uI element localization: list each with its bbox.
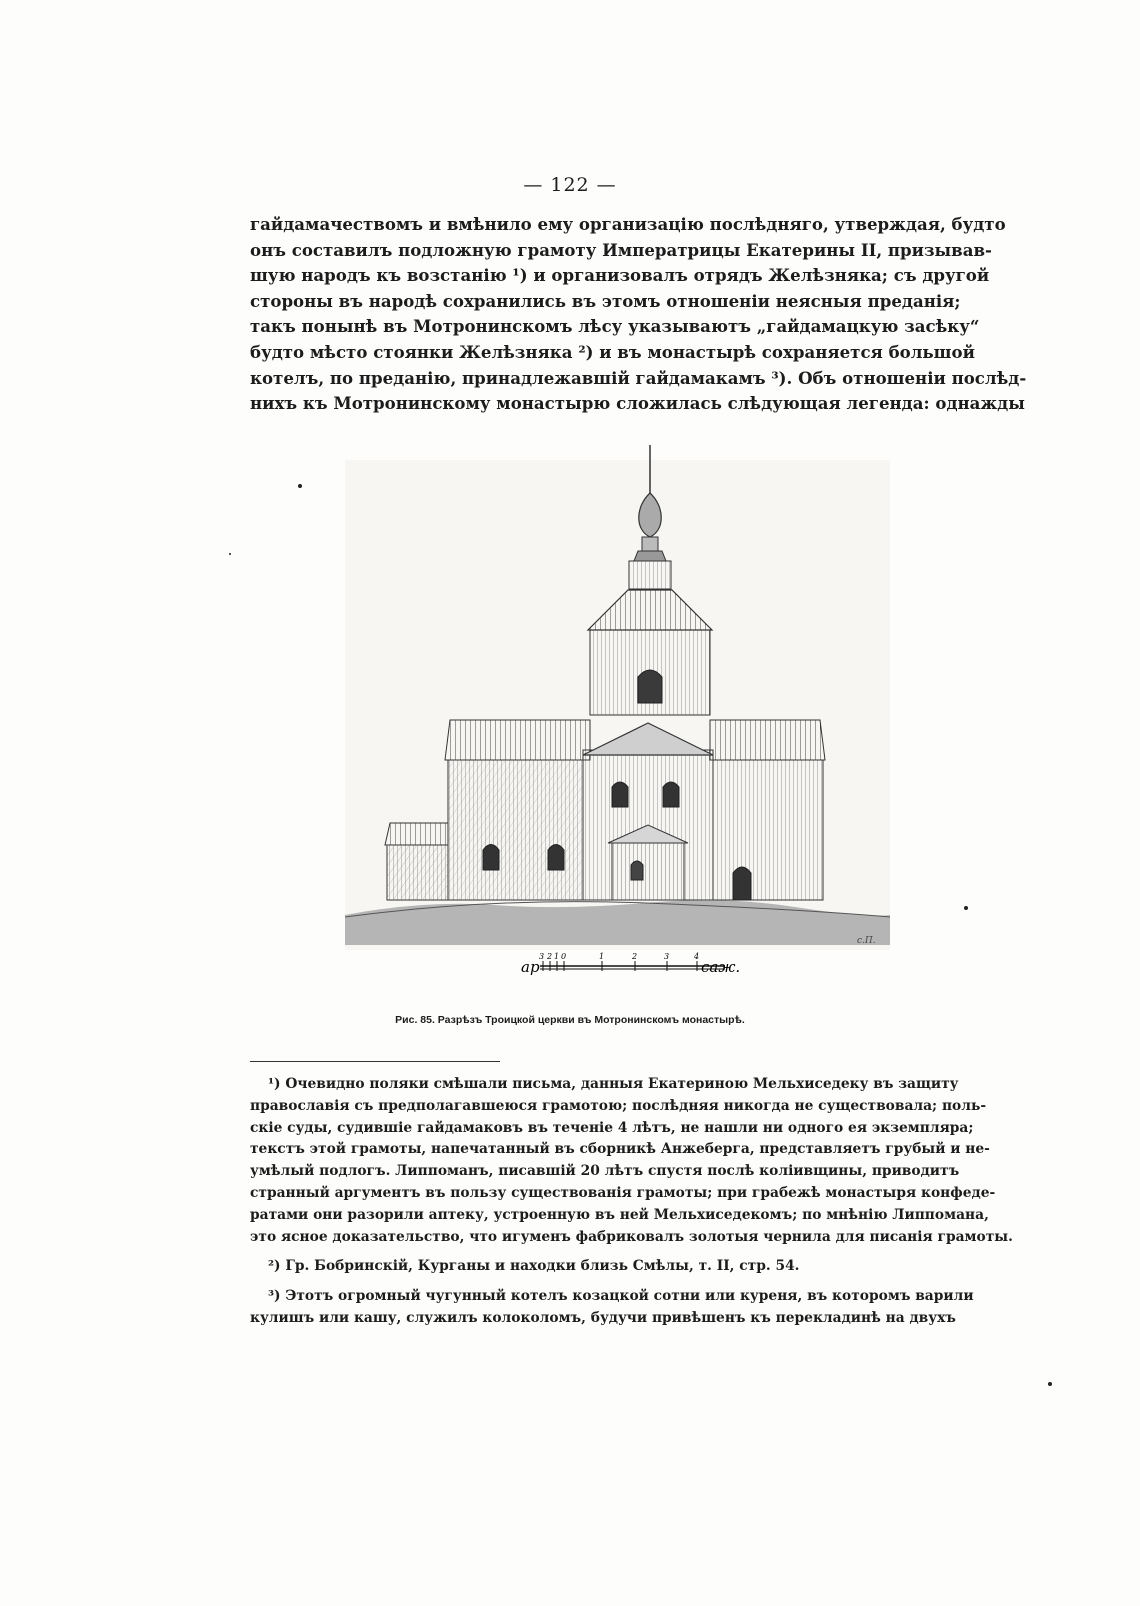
scale-number: 2 bbox=[632, 952, 638, 961]
church-elevation-drawing bbox=[345, 445, 905, 975]
footnote-1-line: странный аргументъ въ пользу существованія грамоты; при грабежѣ монастыря конфеде- bbox=[250, 1184, 996, 1201]
scale-left-label: ар bbox=[521, 958, 540, 975]
scale-number: 1 bbox=[599, 952, 605, 961]
footnote-3-line: кулишъ или кашу, служилъ колоколомъ, будучи привѣшенъ къ перекладинѣ на двухъ bbox=[250, 1309, 956, 1326]
ink-speck bbox=[298, 484, 302, 488]
ink-speck bbox=[229, 553, 231, 555]
footnote-1-line: скіе суды, судившіе гайдамаковъ въ теченіе 4 лѣтъ, не нашли ни одного ея экземпляра; bbox=[250, 1119, 974, 1136]
footnote-1-line: ¹) Очевидно поляки смѣшали письма, данныя Екатериною Мельхиседеку въ защиту bbox=[268, 1076, 959, 1092]
footnote-1-line: это ясное доказательство, что игуменъ фабриковалъ золотыя чернила для писанія грамоты. bbox=[250, 1228, 1013, 1245]
body-line: шую народъ къ возстанію ¹) и организовалъ отрядъ Желѣзняка; съ другой bbox=[250, 265, 990, 286]
scale-bar bbox=[521, 952, 740, 975]
scale-number: 2 bbox=[547, 952, 553, 961]
scale-number: 4 bbox=[694, 952, 700, 961]
footnote-1-line: православія съ предполагавшеюся грамотою; послѣдняя никогда не существовала; поль- bbox=[250, 1097, 987, 1114]
scale-right-label: саж. bbox=[701, 958, 741, 975]
figure-caption: Рис. 85. Разрѣзъ Троицкой церкви въ Мотронинскомъ монастырѣ. bbox=[395, 1014, 745, 1026]
church-drawing-figure bbox=[345, 445, 905, 975]
body-line: гайдамачествомъ и вмѣнило ему организацію послѣдняго, утверждая, будто bbox=[250, 214, 1006, 234]
ink-speck bbox=[1048, 1382, 1052, 1386]
body-line: такъ понынѣ въ Мотронинскомъ лѣсу указываютъ „гайдамацкую засѣку“ bbox=[250, 316, 980, 337]
body-line: нихъ къ Мотронинскому монастырю сложилась слѣдующая легенда: однажды bbox=[250, 393, 1025, 414]
footnote-3-line: ³) Этотъ огромный чугунный котелъ козацкой сотни или куреня, въ которомъ варили bbox=[268, 1288, 974, 1305]
footnote-2: ²) Гр. Бобринскій, Курганы и находки близь Смѣлы, т. II, стр. 54. bbox=[268, 1258, 800, 1275]
scale-number: 0 bbox=[561, 952, 567, 961]
body-line: будто мѣсто стоянки Желѣзняка ²) и въ монастырѣ сохраняется большой bbox=[250, 341, 975, 362]
footnote-1-line: текстъ этой грамоты, напечатанный въ сборникѣ Анжеберга, представляетъ грубый и не- bbox=[250, 1141, 990, 1158]
ink-speck bbox=[964, 906, 968, 910]
footnote-1-line: умѣлый подлогъ. Липпоманъ, писавшій 20 лѣтъ спустя послѣ коліивщины, приводитъ bbox=[250, 1163, 960, 1180]
page-number: — 122 — bbox=[523, 174, 617, 196]
body-line: стороны въ народѣ сохранились въ этомъ отношеніи неясныя преданія; bbox=[250, 290, 961, 311]
body-line: онъ составилъ подложную грамоту Императрицы Екатерины II, призывав- bbox=[250, 239, 992, 260]
body-line: котелъ, по преданію, принадлежавшій гайдамакамъ ³). Объ отношеніи послѣд- bbox=[250, 367, 1027, 388]
scale-number: 1 bbox=[554, 952, 560, 961]
footnote-divider bbox=[250, 1061, 500, 1062]
scale-number: 3 bbox=[664, 952, 670, 961]
body-text bbox=[250, 212, 1027, 417]
footnote-1-line: ратами они разорили аптеку, устроенную въ ней Мельхиседекомъ; по мнѣнію Липпомана, bbox=[250, 1206, 989, 1223]
scale-number: 3 bbox=[539, 952, 545, 961]
footnotes bbox=[250, 1074, 1013, 1330]
artist-mark: с.П. bbox=[857, 936, 876, 946]
